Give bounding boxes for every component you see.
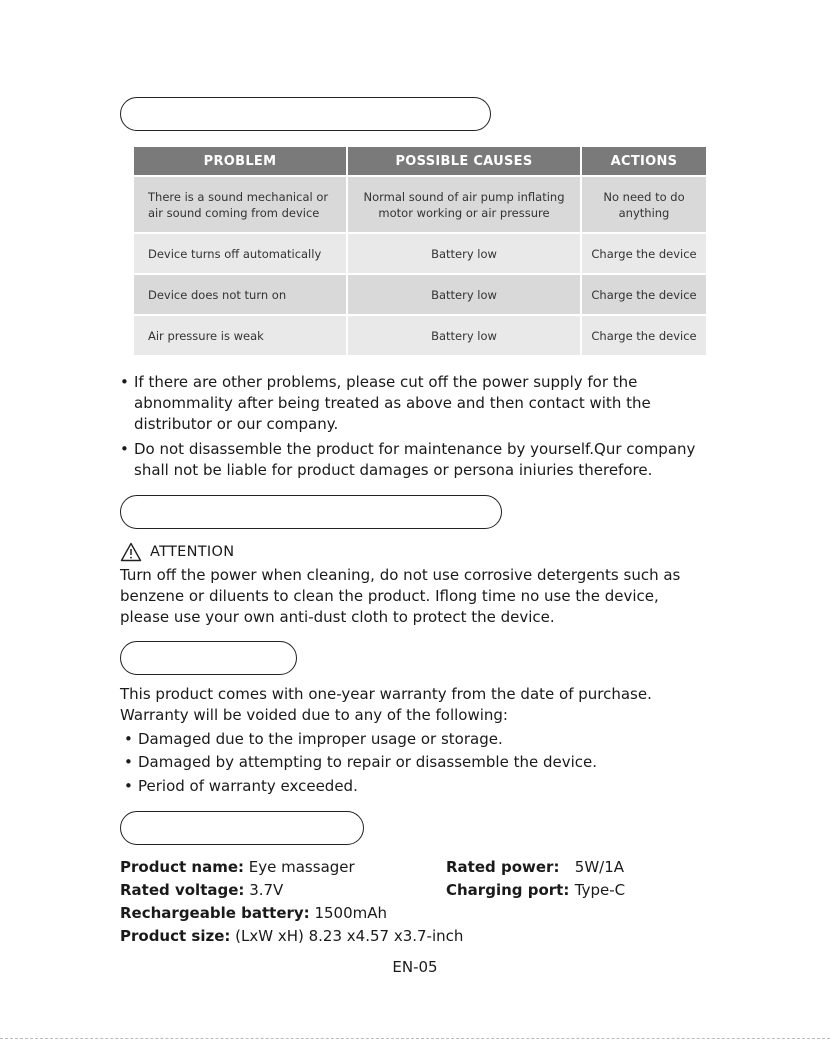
warranty-text — [120, 684, 760, 726]
cause-cell: Battery low — [347, 315, 581, 355]
table-row — [134, 176, 706, 233]
spec-battery — [120, 902, 387, 924]
cell-line: motor working or air pressure — [378, 205, 550, 220]
note-item — [120, 439, 720, 481]
warranty-bullet: • Damaged by attempting to repair or disassemble the device. — [124, 753, 598, 771]
note-item — [120, 372, 720, 435]
page-number: EN-05 — [392, 958, 438, 976]
spec-product-name — [120, 856, 355, 878]
warranty-bullet: • Damaged due to the improper usage or storage. — [124, 730, 503, 748]
bullet-dot: • — [124, 777, 133, 795]
spec-rated-power — [446, 856, 624, 878]
problem-cell: Air pressure is weak — [134, 315, 347, 355]
note-line: Do not disassemble the product for maintenance by yourself.Qur company — [134, 440, 696, 458]
cell-line: No need to do — [603, 189, 685, 204]
spec-label: Rated voltage: — [120, 881, 245, 899]
action-cell: Charge the device — [581, 274, 706, 315]
troubleshooting-table — [134, 147, 706, 355]
attention-notice — [120, 540, 234, 564]
spec-label: Rechargeable battery: — [120, 904, 310, 922]
cell-line: There is a sound mechanical or — [148, 189, 329, 204]
spec-size — [120, 925, 463, 947]
troubleshooting-heading-pill — [120, 97, 491, 131]
spec-value: 3.7V — [249, 881, 284, 899]
spec-value: (LxW xH) 8.23 x4.57 x3.7-inch — [235, 927, 464, 945]
cell-line: anything — [618, 205, 670, 220]
text-line: This product comes with one-year warranty from the date of purchase. — [120, 685, 652, 703]
table-header-row — [134, 147, 706, 176]
problem-cell: Device turns off automatically — [134, 233, 347, 274]
table-row — [134, 233, 706, 274]
text-line: benzene or diluents to clean the product. Iflong time no use the device, — [120, 587, 659, 605]
spec-label: Rated power: — [446, 858, 560, 876]
action-cell: Charge the device — [581, 315, 706, 355]
bullet-dot: • — [124, 753, 133, 771]
bullet-dot: • — [120, 373, 129, 391]
bullet-dot: • — [124, 730, 133, 748]
text-line: Warranty will be voided due to any of the following: — [120, 706, 508, 724]
warranty-bullet: • Period of warranty exceeded. — [124, 777, 358, 795]
spec-label: Product name: — [120, 858, 244, 876]
action-cell — [581, 176, 706, 233]
spec-value: Type-C — [574, 881, 626, 899]
action-cell: Charge the device — [581, 233, 706, 274]
table-row — [134, 274, 706, 315]
header-possible-causes: POSSIBLE CAUSES — [347, 147, 581, 176]
spec-rated-voltage — [120, 879, 283, 901]
note-line: If there are other problems, please cut off the power supply for the — [134, 373, 638, 391]
header-actions: ACTIONS — [581, 147, 706, 176]
problem-cell: Device does not turn on — [134, 274, 347, 315]
cell-line: air sound coming from device — [148, 205, 320, 220]
warning-triangle-icon — [120, 542, 142, 562]
cause-cell — [347, 176, 581, 233]
cause-cell: Battery low — [347, 233, 581, 274]
spec-value: Eye massager — [248, 858, 355, 876]
table-row — [134, 315, 706, 355]
cleaning-text — [120, 565, 760, 628]
cause-cell: Battery low — [347, 274, 581, 315]
spec-label: Product size: — [120, 927, 231, 945]
bullet-dot: • — [120, 440, 129, 458]
specs-heading-pill — [120, 811, 364, 845]
spec-value: 1500mAh — [314, 904, 388, 922]
cleaning-heading-pill — [120, 495, 502, 529]
note-line: distributor or our company. — [134, 415, 339, 433]
note-line: shall not be liable for product damages or persona iniuries therefore. — [134, 461, 653, 479]
spec-value: 5W/1A — [574, 858, 625, 876]
warranty-heading-pill — [120, 641, 297, 675]
cell-line: Normal sound of air pump inflating — [363, 189, 565, 204]
page-bottom-divider — [0, 1038, 830, 1039]
problem-cell — [134, 176, 347, 233]
text-line: please use your own anti-dust cloth to protect the device. — [120, 608, 555, 626]
note-line: abnommality after being treated as above and then contact with the — [134, 394, 651, 412]
header-problem: PROBLEM — [134, 147, 347, 176]
spec-charging-port — [446, 879, 625, 901]
spec-label: Charging port: — [446, 881, 570, 899]
attention-label: ATTENTION — [150, 544, 235, 560]
text-line: Turn off the power when cleaning, do not use corrosive detergents such as — [120, 566, 681, 584]
